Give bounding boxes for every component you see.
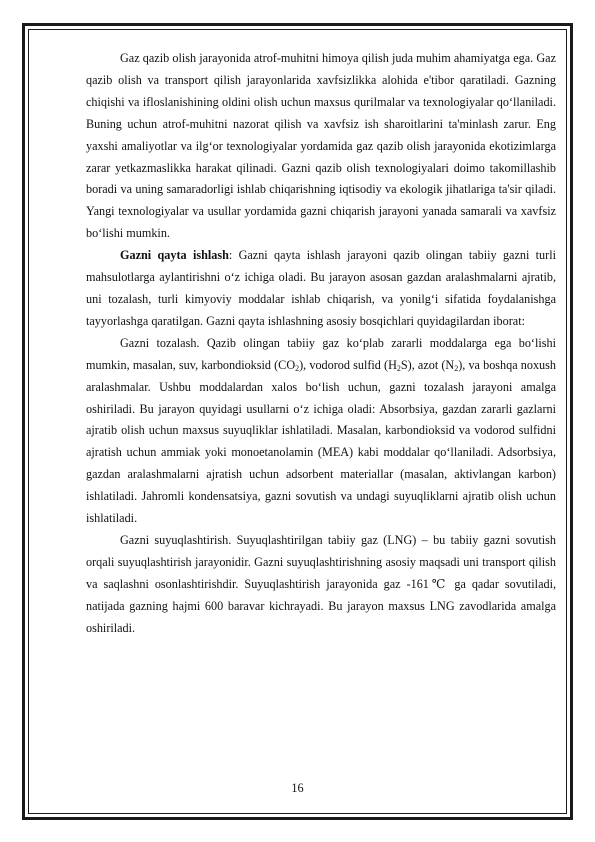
paragraph-gas-cleaning	[86, 333, 556, 530]
subscript-h2s: 2	[396, 363, 401, 373]
paragraph-text-part: ), vodorod sulfid (H	[299, 357, 397, 372]
paragraph-environment-protection	[86, 48, 556, 245]
paragraph-text-part: S), azot (N	[400, 357, 455, 372]
page-number: 16	[291, 781, 304, 795]
section-heading-gas-processing: Gazni qayta ishlash	[120, 248, 229, 263]
paragraph-gas-liquefaction	[86, 530, 556, 640]
paragraph-text: Gazni suyuqlashtirish. Suyuqlashtirilgan tabiiy gaz (LNG) – bu tabiiy gazni sovutish orqali suyuqlashtirish jarayonidir. Gazni suyuqlashtirishning asosiy maqsadi uni transport qilish va saqlashni osonlashtirishdir. Suyuqlashtirish jarayonida gaz -161℃ ga qadar sovutiladi, natijada gazning hajmi 600 baravar kichrayadi. Bu jarayon maxsus LNG zavodlarida amalga oshiriladi.	[86, 532, 556, 635]
subscript-co2: 2	[295, 363, 300, 373]
document-body	[86, 48, 556, 639]
paragraph-text-part: ), va boshqa noxush aralashmalar. Ushbu moddalardan xalos bo‘lish uchun, gazni tozalash jarayoni amalga oshiriladi. Bu jarayon quyidagi usullarni o‘z ichiga oladi: Absorbsiya, gazdan zararli gazlarni ajratib olish uchun maxsus suyuqliklar ishlatiladi. Masalan, karbondioksid va vodorod sulfidni ajratish uchun ammiak yoki monoetanolamin (MEA) kabi moddalar qo‘llaniladi. Adsorbsiya, gazdan aralashmalarni ajratish uchun adsorbent materiallar (masalan, aktivlangan karbon) ishlatiladi. Jahromli kondensatsiya, gazni sovutish va undagi suyuqliklarni ajratib olish uchun ishlatiladi.	[86, 357, 556, 526]
paragraph-text: Gaz qazib olish jarayonida atrof-muhitni himoya qilish juda muhim ahamiyatga ega. Gaz qazib olish va transport qilish jarayonlarida xavfsizlikka alohida e'tibor qaratiladi. Gazning chiqishi va ifloslanishining oldini olish uchun maxsus qurilmalar va texnologiyalar qo‘llaniladi. Buning uchun atrof-muhitni nazorat qilish va xavfsiz ish sharoitlarini ta'minlash zarur. Eng yaxshi amaliyotlar va ilg‘or texnologiyalar yordamida gaz qazib olish jarayonida ekotizimlarga zarar yetkazmaslikka harakat qilinadi. Gazni qazib olish texnologiyalari doimo takomillashib boradi va uning samaradorligi ishlab chiqarishning iqtisodiy va ekologik jihatlariga ta'sir qiladi. Yangi texnologiyalar va usullar yordamida gazni chiqarish jarayoni yanada samarali va xavfsiz bo‘lishi mumkin.	[86, 51, 556, 241]
paragraph-gas-processing	[86, 245, 556, 333]
paragraph-text-part: Gazni tozalash. Qazib olingan tabiiy gaz ko‘plab zararli moddalarga ega bo‘lishi mumkin, masalan, suv, karbondioksid (CO	[86, 335, 556, 372]
paragraph-text: : Gazni qayta ishlash jarayoni qazib olingan tabiiy gazni turli mahsulotlarga aylantirishni o‘z ichiga oladi. Bu jarayon asosan gazdan aralashmalarni ajratib, uni tozalash, turli kimyoviy moddalar ishlab chiqarish, va yonilg‘i sifatida foydalanishga tayyorlashga qaratilgan. Gazni qayta ishlashning asosiy bosqichlari quyidagilardan iborat:	[86, 248, 556, 328]
subscript-n2: 2	[454, 363, 459, 373]
